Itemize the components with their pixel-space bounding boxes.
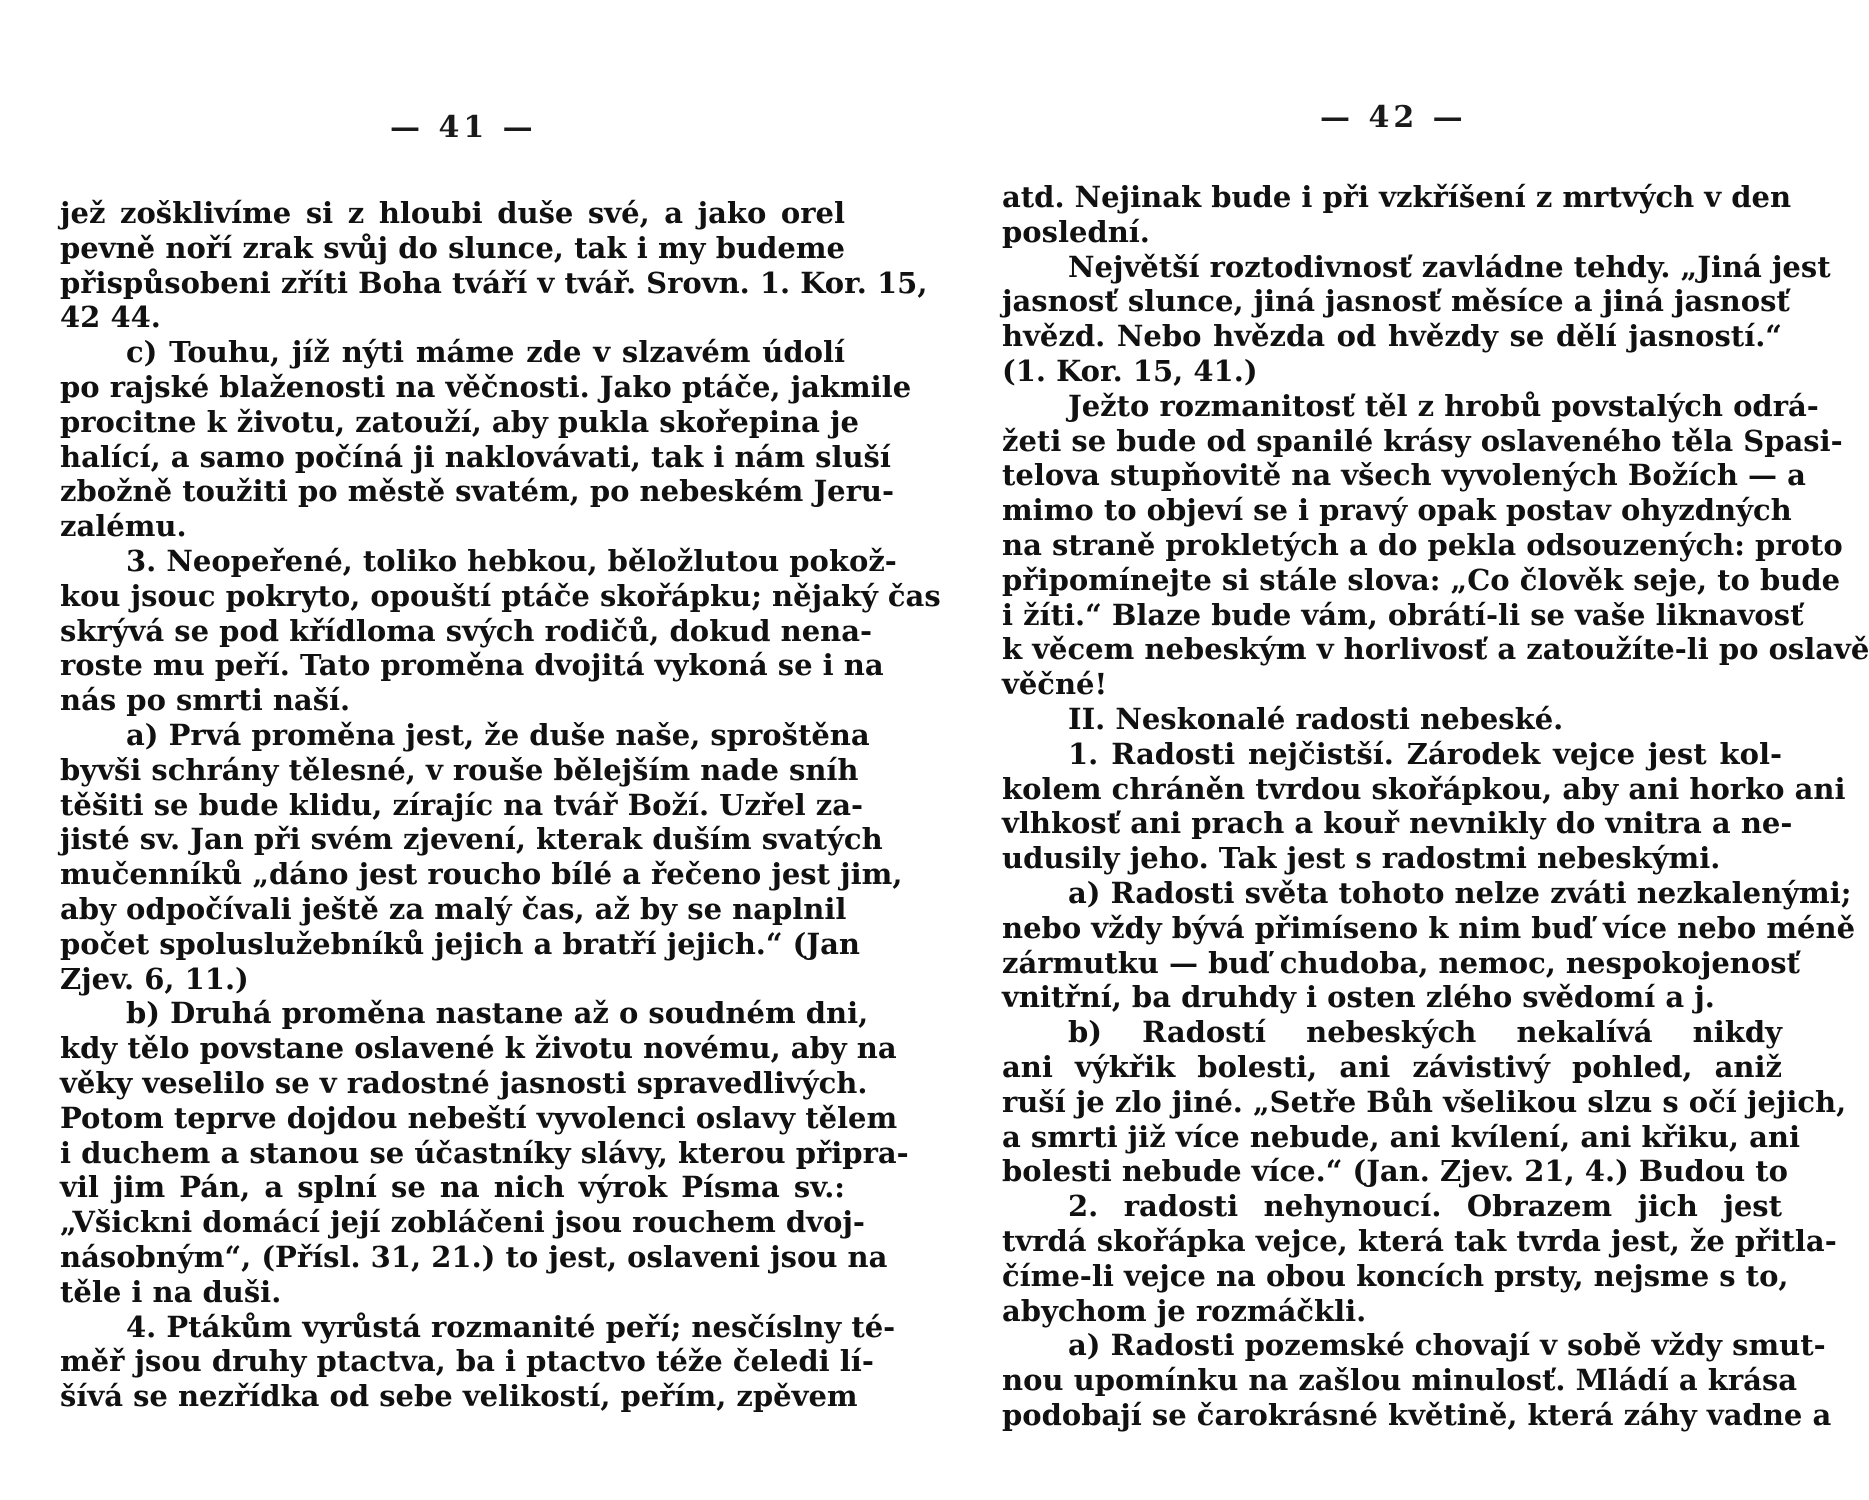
text-line: měř jsou druhy ptactva, ba i ptactvo téže čeledi lí- — [60, 1344, 874, 1379]
text-line: k věcem nebeským v horlivosť a zatoužíte-li po oslavě — [1002, 632, 1869, 667]
text-line: Potom teprve dojdou nebeští vyvolenci oslavy tělem — [60, 1100, 898, 1135]
text-line: abychom je rozmáčkli. — [1002, 1293, 1367, 1328]
text-line: připomínejte si stále slova: „Co člověk seje, to bude — [1002, 562, 1841, 597]
text-line: kolem chráněn tvrdou skořápkou, aby ani horko ani — [1002, 771, 1846, 806]
text-line: 4. Ptákům vyrůstá rozmanité peří; nesčíslny té- — [126, 1309, 896, 1344]
text-line: 3. Neopeřené, toliko hebkou, běložlutou pokož- — [126, 543, 897, 578]
text-line: zármutku — buď chudoba, nemoc, nespokojenosť — [1002, 945, 1800, 980]
text-line: telova stupňovitě na všech vyvolených Božích — a — [1002, 458, 1806, 493]
page-text — [1002, 180, 1869, 1433]
text-line: přispůsobeni zříti Boha tváří v tvář. Srovn. 1. Kor. 15, — [60, 265, 928, 300]
text-line: věčné! — [1002, 667, 1108, 702]
text-line: a) Prvá proměna jest, že duše naše, sproštěna — [126, 717, 870, 752]
text-line: udusily jeho. Tak jest s radostmi nebeskými. — [1002, 841, 1721, 876]
text-line: a) Radosti světa tohoto nelze zváti nezkalenými; — [1068, 875, 1852, 910]
text-line: i žíti.“ Blaze bude vám, obrátí-li se vaše liknavosť — [1002, 597, 1804, 632]
text-line: skrývá se pod křídloma svých rodičů, dokud nena- — [60, 613, 873, 648]
text-line: počet spoluslužebníků jejich a bratří jejich.“ (Jan — [60, 926, 860, 961]
text-line: a) Radosti pozemské chovají v sobě vždy smut- — [1068, 1328, 1826, 1363]
text-line: hvězd. Nebo hvězda od hvězdy se dělí jasností.“ — [1002, 319, 1782, 354]
text-line: mučenníků „dáno jest roucho bílé a řečeno jest jim, — [60, 857, 903, 892]
text-line: procitne k životu, zatouží, aby pukla skořepina je — [60, 404, 859, 439]
text-line: 42 44. — [60, 300, 161, 335]
text-line: ruší je zlo jiné. „Setře Bůh všelikou slzu s očí jejich, — [1002, 1084, 1847, 1119]
text-line: c) Touhu, jíž nýti máme zde v slzavém údolí — [126, 335, 845, 370]
text-line: vnitřní, ba druhdy i osten zlého svědomí a j. — [1002, 980, 1715, 1015]
text-line: nou upomínku na zašlou minulosť. Mládí a krása — [1002, 1363, 1798, 1398]
text-line: II. Neskonalé radosti nebeské. — [1068, 701, 1564, 736]
text-line: (1. Kor. 15, 41.) — [1002, 353, 1258, 388]
text-line: b) Radostí nebeských nekalívá nikdy — [1068, 1015, 1782, 1050]
text-line: bolesti nebude více.“ (Jan. Zjev. 21, 4.) Budou to — [1002, 1154, 1789, 1189]
text-line: poslední. — [1002, 214, 1150, 249]
text-line: podobají se čarokrásné květině, která záhy vadne a — [1002, 1397, 1832, 1432]
text-line: nebo vždy bývá přimíseno k nim buď více nebo méně — [1002, 910, 1856, 945]
text-line: mimo to objeví se i pravý opak postav ohyzdných — [1002, 493, 1792, 528]
text-line: těle i na duši. — [60, 1274, 282, 1309]
text-line: b) Druhá proměna nastane až o soudném dni, — [126, 996, 869, 1031]
text-line: jež zošklivíme si z hloubi duše své, a jako orel — [60, 196, 845, 230]
page-number: — 41 — — [390, 110, 537, 145]
text-line: Ježto rozmanitosť těl z hrobů povstalých odrá- — [1068, 388, 1819, 423]
text-line: žeti se bude od spanilé krásy oslaveného těla Spasi- — [1002, 423, 1843, 458]
text-line: nás po smrti naší. — [60, 683, 351, 718]
text-line: 2. radosti nehynoucí. Obrazem jich jest — [1068, 1189, 1782, 1224]
page-number: — 42 — — [1320, 100, 1467, 135]
text-line: Zjev. 6, 11.) — [60, 961, 249, 996]
text-line: Největší roztodivnosť zavládne tehdy. „Jiná jest — [1068, 249, 1831, 284]
text-line: byvši schrány tělesné, v rouše bělejším nade sníh — [60, 752, 859, 787]
text-line: jasnosť slunce, jiná jasnosť měsíce a jiná jasnosť — [1002, 284, 1790, 319]
text-line: 1. Radosti nejčistší. Zárodek vejce jest kol- — [1068, 736, 1782, 771]
text-line: kou jsouc pokryto, opouští ptáče skořápku; nějaký čas — [60, 578, 941, 613]
text-line: pevně noří zrak svůj do slunce, tak i my budeme — [60, 230, 845, 265]
page-text — [60, 196, 941, 1414]
text-line: násobným“, (Přísl. 31, 21.) to jest, oslaveni jsou na — [60, 1239, 888, 1274]
text-line: šívá se nezřídka od sebe velikostí, peřím, zpěvem — [60, 1379, 858, 1414]
text-line: aby odpočívali ještě za malý čas, až by se naplnil — [60, 891, 847, 926]
text-line: těšiti se bude klidu, zírajíc na tvář Boží. Uzřel za- — [60, 787, 864, 822]
text-line: zalému. — [60, 509, 187, 544]
text-line: po rajské blaženosti na věčnosti. Jako ptáče, jakmile — [60, 369, 912, 404]
text-line: vil jim Pán, a splní se na nich výrok Písma sv.: — [60, 1170, 845, 1205]
text-line: číme-li vejce na obou koncích prsty, nejsme s to, — [1002, 1258, 1789, 1293]
text-line: na straně prokletých a do pekla odsouzených: proto — [1002, 527, 1843, 562]
text-line: kdy tělo povstane oslavené k životu novému, aby na — [60, 1031, 897, 1066]
text-line: roste mu peří. Tato proměna dvojitá vykoná se i na — [60, 648, 884, 683]
text-line: jisté sv. Jan při svém zjevení, kterak duším svatých — [60, 822, 883, 857]
text-line: atd. Nejinak bude i při vzkříšení z mrtvých v den — [1002, 180, 1792, 214]
text-line: ani výkřik bolesti, ani závistivý pohled, aniž — [1002, 1049, 1782, 1084]
text-line: tvrdá skořápka vejce, která tak tvrda jest, že přitla- — [1002, 1223, 1837, 1258]
text-line: i duchem a stanou se účastníky slávy, kterou připra- — [60, 1135, 909, 1170]
text-line: věky veselilo se v radostné jasnosti spravedlivých. — [60, 1065, 868, 1100]
text-line: halící, a samo počíná ji naklovávati, tak i nám sluší — [60, 439, 891, 474]
text-line: zbožně toužiti po městě svatém, po nebeském Jeru- — [60, 474, 895, 509]
text-line: „Všickni domácí její zobláčeni jsou rouchem dvoj- — [60, 1205, 865, 1240]
text-line: a smrti již více nebude, ani kvílení, ani křiku, ani — [1002, 1119, 1800, 1154]
text-line: vlhkosť ani prach a kouř nevnikly do vnitra a ne- — [1002, 806, 1793, 841]
